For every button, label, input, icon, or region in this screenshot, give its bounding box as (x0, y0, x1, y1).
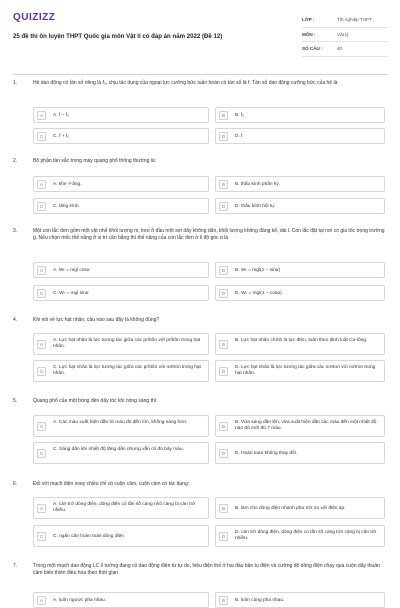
option-d[interactable] (215, 525, 385, 547)
option-letter: C (37, 132, 46, 141)
option-text: D. Wₜ = mgl(1 – cosα) (235, 291, 282, 296)
question-text: Đối với mạch điện xoay chiều chỉ có cuộn cảm, cuộn cảm có tác dụng: (33, 481, 190, 487)
option-d[interactable] (215, 128, 385, 144)
option-text: D. cản trở dòng điện, dòng điện có tần số càng lớn càng bị cản trở nhiều. (235, 530, 377, 542)
question-text: Một con lắc đơn gồm một vật nhỏ khối lượng m, treo ở đầu một sợi dây không dãn, khối lượng không đáng kể, dài l. Con lắc đặt tại nơi có gia tốc trọng trường g. Nếu chọn mốc thế năng ở vị trí cân bằng thì thế năng của con lắc đơn ở li độ góc α là (33, 228, 385, 241)
option-letter: B (219, 596, 228, 605)
meta-row-class (302, 13, 388, 28)
meta-row-subject (302, 28, 388, 43)
option-c[interactable] (33, 525, 209, 547)
option-d[interactable] (215, 198, 385, 214)
question-number: 7. (13, 563, 18, 569)
option-c[interactable] (33, 198, 209, 214)
option-text: A. f – f₀ (53, 113, 69, 118)
option-letter: A (37, 266, 46, 275)
question-text: Khi nói về lực hạt nhân, câu nào sau đây là không đúng? (33, 317, 160, 323)
option-letter: A (37, 180, 46, 189)
option-letter: D (219, 367, 228, 376)
option-text: C. f + f₀ (53, 134, 70, 139)
option-c[interactable] (33, 285, 209, 301)
question-number: 4. (13, 317, 18, 323)
option-a[interactable] (33, 107, 209, 123)
option-letter: B (219, 504, 228, 513)
option-letter: D (219, 289, 228, 298)
option-text: C. Wₜ = mgl sinα (53, 291, 89, 296)
option-letter: D (219, 202, 228, 211)
option-text: B. Lực hạt nhân chính là lực điện, tuân theo định luật Cu-lông. (235, 338, 368, 343)
worksheet-header (0, 0, 400, 62)
option-text: B. luôn cùng pha nhau. (235, 598, 285, 603)
header-divider (13, 74, 388, 75)
option-letter: A (37, 111, 46, 120)
option-text: A. luôn ngược pha nhau. (53, 598, 107, 603)
option-text: B. Vừa sáng dần lên, vừa xuất hiện dần các màu đến một nhiệt độ nào đó mới đủ 7 màu. (235, 420, 377, 432)
option-b[interactable] (215, 176, 385, 192)
option-letter: B (219, 266, 228, 275)
meta-row-count (302, 42, 388, 57)
option-letter: C (37, 289, 46, 298)
option-a[interactable] (33, 592, 209, 608)
option-text: D. f (235, 134, 243, 139)
question-number: 1. (13, 80, 18, 86)
question-number: 5. (13, 398, 18, 404)
question-number: 2. (13, 158, 18, 164)
option-a[interactable] (33, 262, 209, 278)
option-letter: B (219, 340, 228, 349)
option-b[interactable] (215, 262, 385, 278)
option-b[interactable] (215, 592, 385, 608)
option-text: A. khe Y-âng. (53, 182, 82, 187)
meta-label: MÔN : (302, 31, 316, 37)
option-text: C. Lực hạt nhân là lực tương tác giữa các prôtôn với nơtron trong hạt nhân. (53, 365, 201, 377)
option-text: B. thấu kính phân kỳ. (235, 182, 281, 187)
meta-label: LỚP : (302, 17, 315, 23)
option-a[interactable] (33, 415, 209, 437)
option-letter: A (37, 340, 46, 349)
quizizz-logo: QUIZIZZ (13, 12, 56, 23)
option-text: B. f₀ (235, 113, 245, 118)
option-letter: D (219, 449, 228, 458)
option-text: C. ngăn cản hoàn toàn dòng điện. (53, 534, 126, 539)
option-letter: A (37, 596, 46, 605)
option-letter: B (219, 422, 228, 431)
meta-value: Tốt nghiệp THPT (337, 17, 372, 23)
option-letter: B (219, 111, 228, 120)
option-letter: A (37, 422, 46, 431)
option-b[interactable] (215, 497, 385, 519)
option-letter: C (37, 532, 46, 541)
option-letter: B (219, 180, 228, 189)
option-text: A. cản trở dòng điện, dòng điện có tần số càng nhỏ càng bị cản trở nhiều. (53, 502, 196, 514)
option-text: D. Lực hạt nhân là lực tương tác giữa các nơtron với nơtron trong hạt nhân. (235, 365, 376, 377)
question-text: Trong một mạch dao động LC lí tưởng đang có dao động điện từ tự do, hiệu điện thế ở hai đầu bản tụ điện và cường độ dòng điện chạy qua cuộn dây thuần cảm biến thiên điều hòa theo thời gian (33, 563, 380, 576)
option-d[interactable] (215, 285, 385, 301)
option-text: B. làm cho dòng điện nhanh pha π/2 so với điện áp. (235, 506, 346, 511)
option-letter: D (219, 132, 228, 141)
option-text: C. lăng kính. (53, 204, 80, 209)
option-letter: C (37, 367, 46, 376)
option-text: D. Hoàn toàn không thay đổi. (235, 451, 298, 456)
option-b[interactable] (215, 333, 385, 355)
question-number: 3. (13, 228, 18, 234)
option-a[interactable] (33, 176, 209, 192)
question-text: Bộ phận tán sắc trong máy quang phổ thông thường là: (33, 158, 157, 164)
option-d[interactable] (215, 442, 385, 464)
option-letter: A (37, 504, 46, 513)
question-text: Hệ dao động có tần số riêng là f₀, chịu tác dụng của ngoại lực cưỡng bức tuần hoàn có tần số là f. Tần số dao động cưỡng bức của hệ là (33, 80, 338, 86)
meta-value: 40 (337, 46, 343, 52)
option-c[interactable] (33, 128, 209, 144)
worksheet-title: 25 đề thi ôn luyện THPT Quốc gia môn Vật lí có đáp án năm 2022 (Đề 12) (13, 33, 223, 40)
option-d[interactable] (215, 360, 385, 382)
option-text: D. thấu kính hội tụ. (235, 204, 276, 209)
question-text: Quang phổ của một bóng đèn dây tóc khi nóng sáng thì: (33, 398, 158, 404)
option-text: A. Lực hạt nhân là lực tương tác giữa các prôtôn với prôtôn trong hạt nhân. (53, 338, 201, 350)
option-b[interactable] (215, 107, 385, 123)
option-c[interactable] (33, 360, 209, 382)
option-text: A. Wₜ = mgl cosα (53, 268, 90, 273)
option-text: A. Các màu xuất hiện dần từ màu đỏ đến tím, không sáng hơn. (53, 420, 188, 425)
option-letter: C (37, 449, 46, 458)
option-c[interactable] (33, 442, 209, 464)
option-text: B. Wₜ = mgl(1 – sinα) (235, 268, 281, 273)
option-letter: C (37, 202, 46, 211)
meta-table (302, 13, 388, 57)
meta-label: SỐ CÂU : (302, 46, 323, 52)
option-letter: D (219, 532, 228, 541)
question-number: 6. (13, 481, 18, 487)
option-text: C. Sáng dần khi nhiệt độ tăng dần nhưng vẫn có đủ bảy màu. (53, 447, 184, 452)
meta-value: Vật lý (337, 31, 349, 37)
option-a[interactable] (33, 497, 209, 519)
option-a[interactable] (33, 333, 209, 355)
option-b[interactable] (215, 415, 385, 437)
